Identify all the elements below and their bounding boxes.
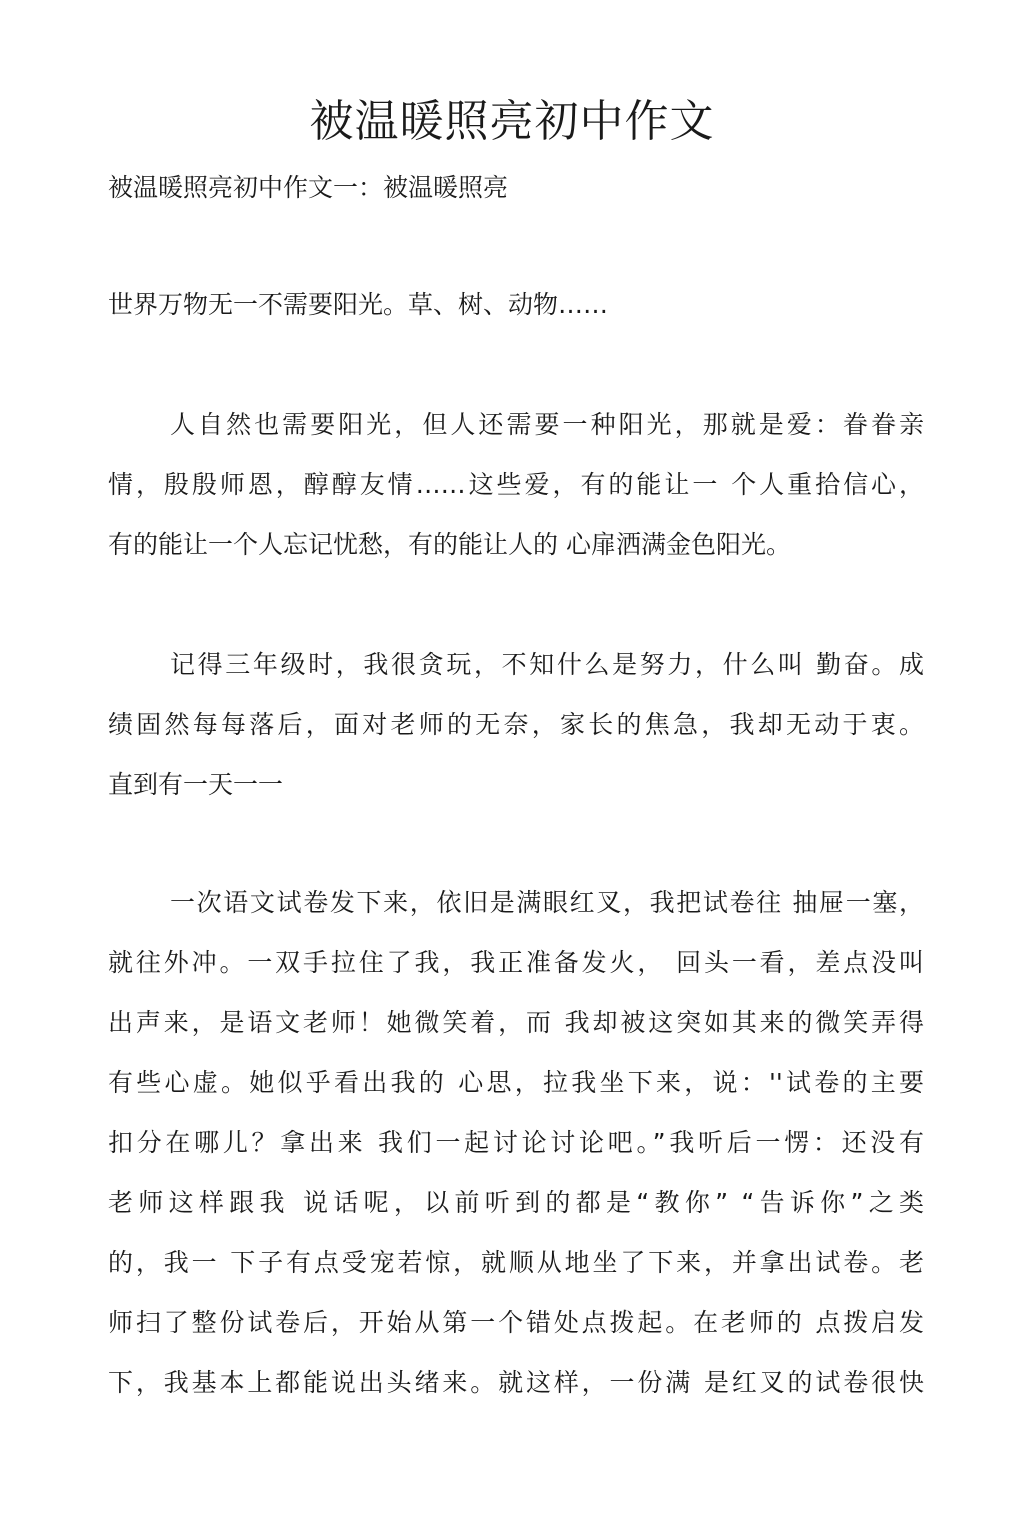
paragraph-4-line-1: 一次语文试卷发下来，依旧是满眼红叉，我把试卷往 抽屉一塞， (170, 888, 924, 917)
paragraph-2-line-1: 人自然也需要阳光，但人还需要一种阳光，那就是爱：眷眷亲 (170, 410, 924, 439)
paragraph-4-line-4: 有些心虚。她似乎看出我的 心思，拉我坐下来，说：''试卷的主要 (108, 1068, 924, 1097)
paragraph-2-line-2: 情，殷殷师恩，醇醇友情……这些爱，有的能让一 个人重拾信心， (108, 470, 924, 499)
paragraph-2-line-3: 有的能让一个人忘记忧愁，有的能让人的 心扉洒满金色阳光。 (108, 530, 791, 559)
paragraph-3-line-1: 记得三年级时，我很贪玩，不知什么是努力，什么叫 勤奋。成 (170, 650, 924, 679)
paragraph-1-line-1: 世界万物无一不需要阳光。草、树、动物…… (108, 290, 609, 319)
paragraph-4-line-9: 下，我基本上都能说出头绪来。就这样，一份满 是红叉的试卷很快 (108, 1368, 924, 1397)
paragraph-4-line-7: 的，我一 下子有点受宠若惊，就顺从地坐了下来，并拿出试卷。老 (108, 1248, 924, 1277)
paragraph-3-line-3: 直到有一天一一 (108, 770, 284, 799)
paragraph-4-line-6: 老师这样跟我 说话呢，以前听到的都是“教你” “告诉你”之类 (108, 1188, 924, 1217)
paragraph-4-line-3: 出声来，是语文老师！她微笑着，而 我却被这突如其来的微笑弄得 (108, 1008, 924, 1037)
paragraph-4-line-5: 扣分在哪儿？拿出来 我们一起讨论讨论吧。”我听后一愣：还没有 (108, 1128, 924, 1157)
document-subtitle: 被温暖照亮初中作文一：被温暖照亮 (108, 173, 509, 202)
paragraph-4-line-8: 师扫了整份试卷后，开始从第一个错处点拨起。在老师的 点拨启发 (108, 1308, 924, 1337)
paragraph-3-line-2: 绩固然每每落后，面对老师的无奈，家长的焦急，我却无动于衷。 (108, 710, 924, 739)
document-title: 被温暖照亮初中作文 (309, 96, 715, 147)
paragraph-4-line-2: 就往外冲。一双手拉住了我，我正准备发火， 回头一看，差点没叫 (108, 948, 924, 977)
